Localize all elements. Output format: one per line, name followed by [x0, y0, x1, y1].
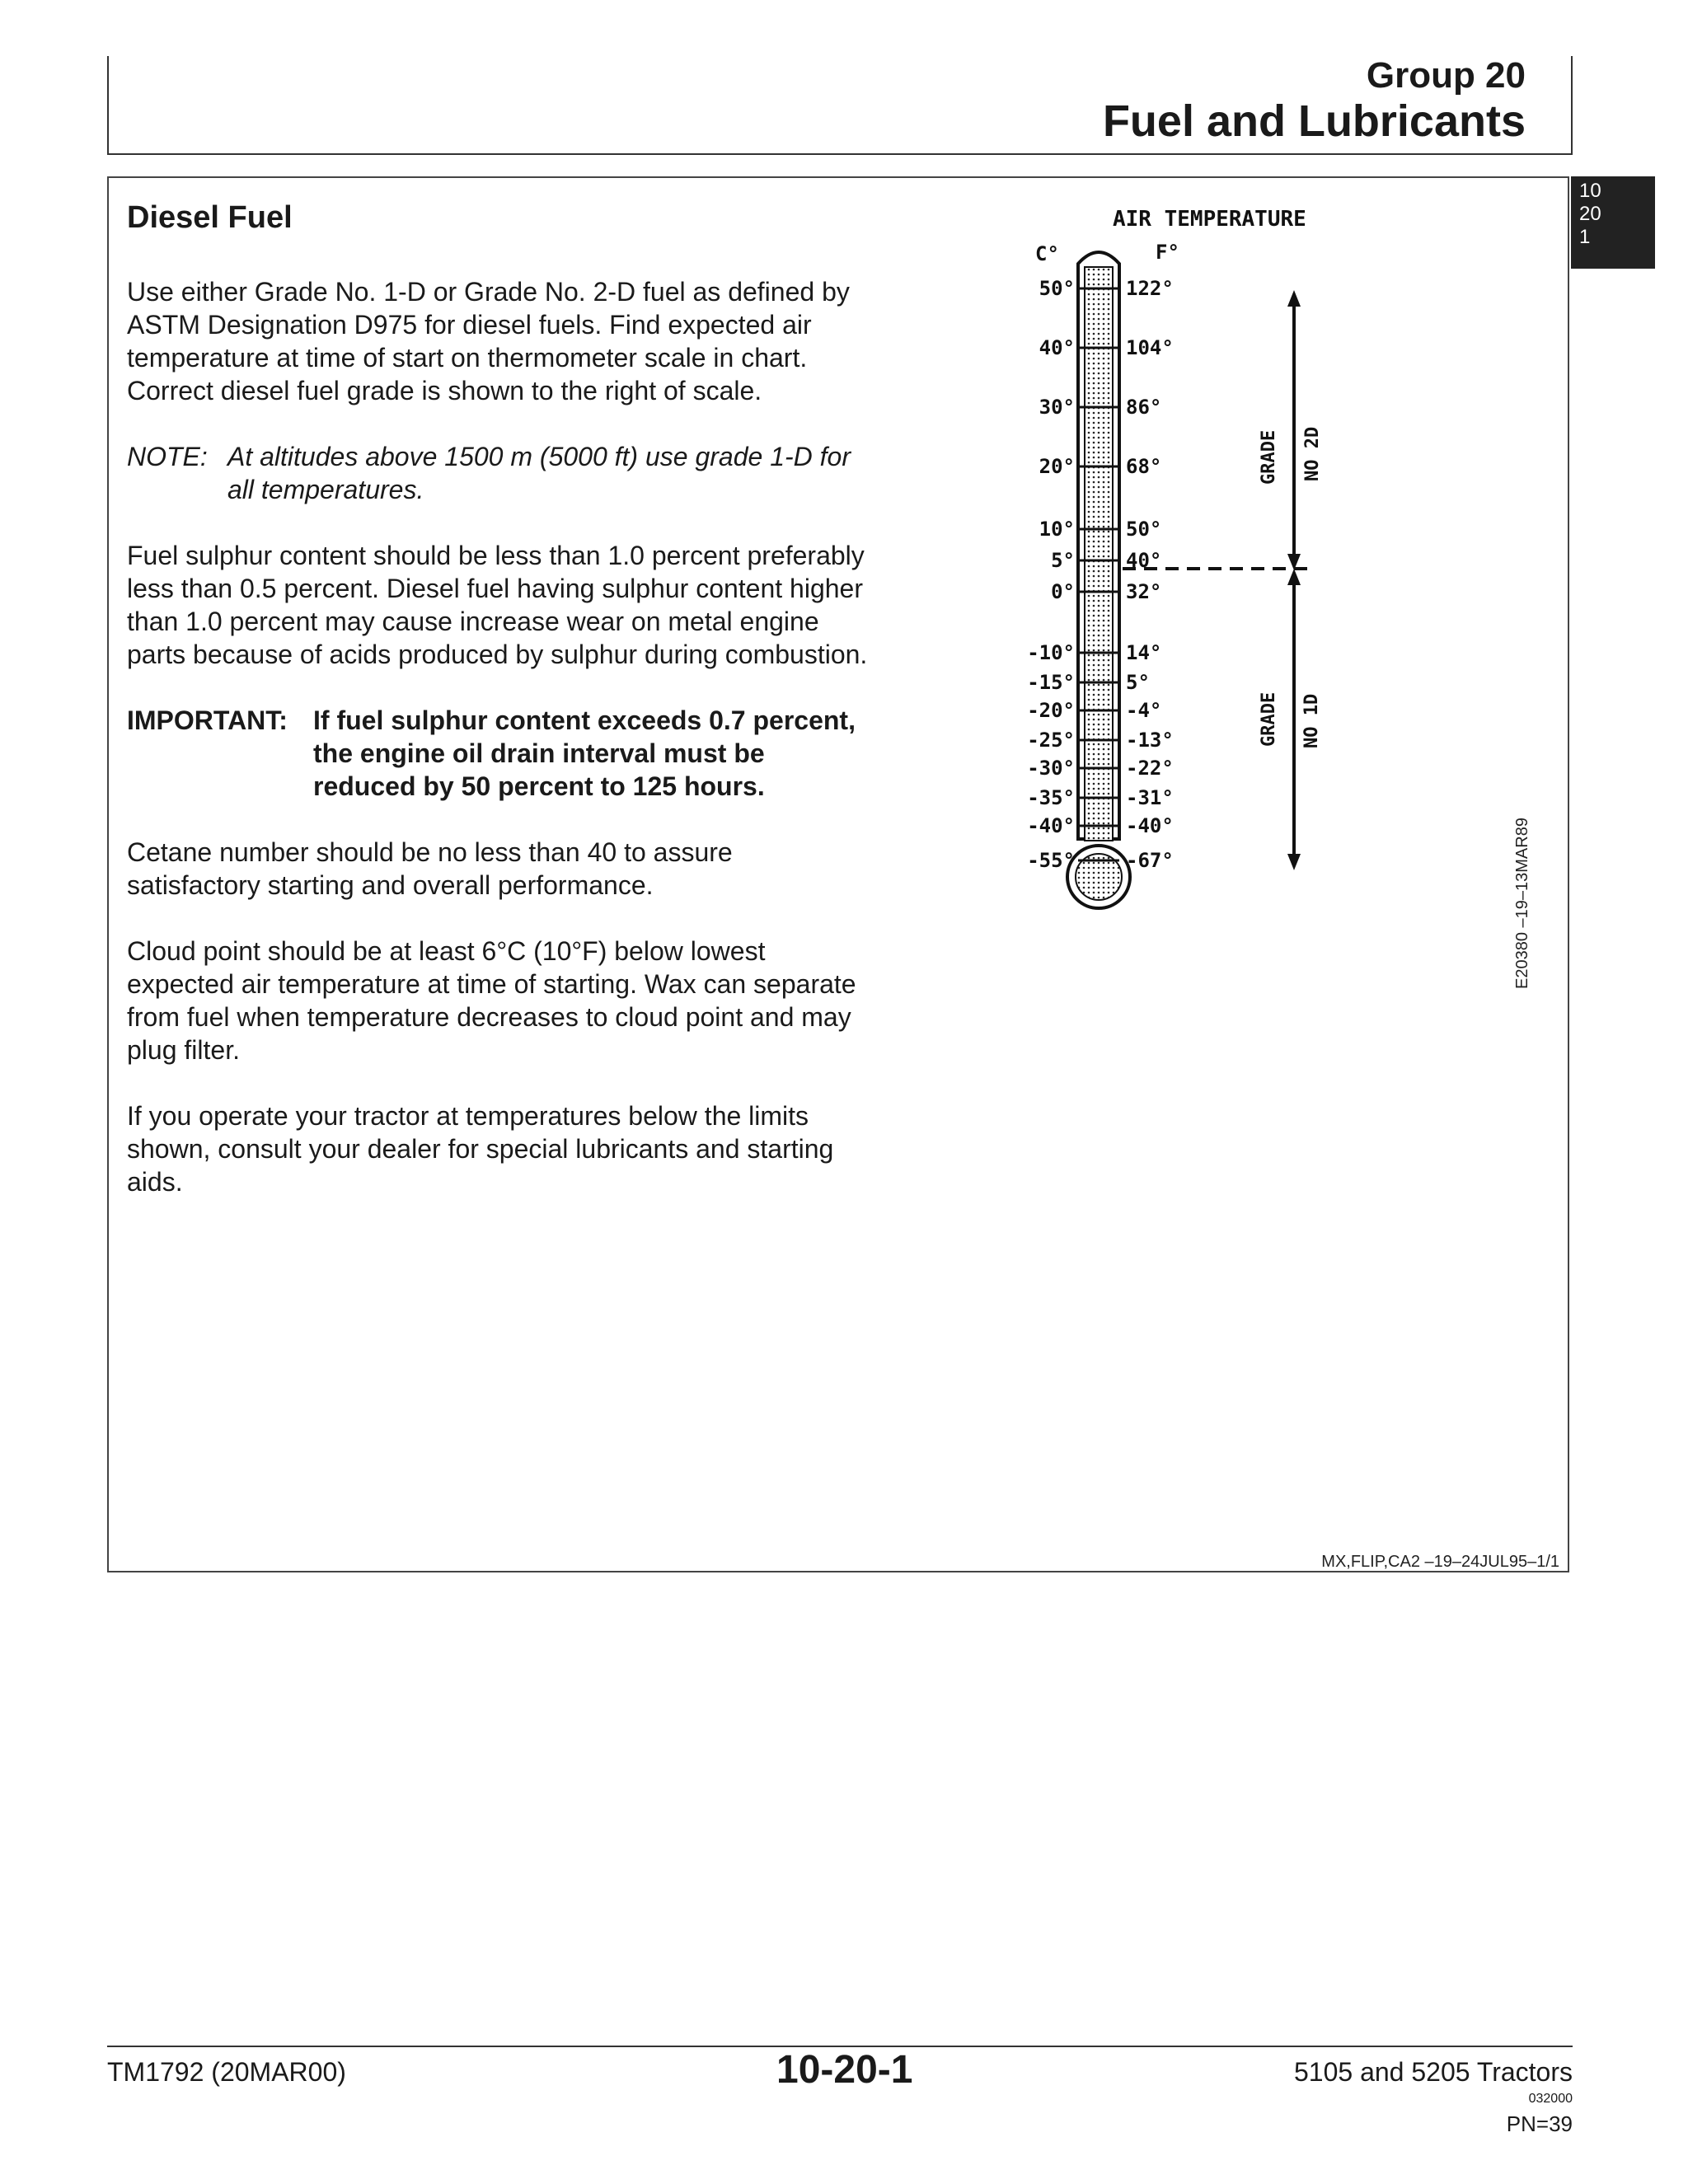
- reference-code: MX,FLIP,CA2 –19–24JUL95–1/1: [1321, 1553, 1559, 1571]
- section-title: Fuel and Lubricants: [1102, 96, 1526, 146]
- celsius-label: 40°: [1039, 336, 1075, 359]
- celsius-unit: C°: [1035, 242, 1059, 265]
- up-arrow-icon: [1287, 569, 1301, 585]
- section-heading: Diesel Fuel: [127, 200, 293, 235]
- celsius-label: -40°: [1027, 814, 1075, 837]
- celsius-label: -15°: [1027, 671, 1075, 694]
- fahrenheit-label: -67°: [1126, 849, 1174, 872]
- header-bottom-rule: [107, 153, 1573, 155]
- celsius-label: 50°: [1039, 277, 1075, 300]
- note-label: NOTE:: [127, 442, 208, 471]
- fahrenheit-label: -13°: [1126, 729, 1174, 752]
- tab-page: 1: [1579, 226, 1591, 248]
- fahrenheit-label: -40°: [1126, 814, 1174, 837]
- fahrenheit-label: -4°: [1126, 699, 1162, 722]
- celsius-label: 10°: [1039, 518, 1075, 541]
- figure-code: E20380 –19–13MAR89: [1513, 818, 1531, 989]
- up-arrow-icon: [1287, 290, 1301, 307]
- celsius-label: -25°: [1027, 729, 1075, 752]
- header-left-rule: [107, 56, 109, 155]
- celsius-label: -30°: [1027, 757, 1075, 780]
- important-notice: [127, 704, 869, 803]
- grade-word-upper: GRADE: [1259, 429, 1279, 485]
- grade-upper: NO 2D: [1302, 426, 1323, 481]
- celsius-label: 30°: [1039, 396, 1075, 419]
- footer-pn: PN=39: [1506, 2111, 1573, 2136]
- fahrenheit-label: 32°: [1126, 580, 1162, 603]
- celsius-label: 5°: [1051, 549, 1075, 572]
- important-text: If fuel sulphur content exceeds 0.7 percent, the engine oil drain interval must be reduced by 50 percent to 125 hours.: [313, 705, 856, 801]
- fahrenheit-label: -22°: [1126, 757, 1174, 780]
- section-tab: [1571, 176, 1655, 269]
- thermometer-figure: [973, 198, 1352, 940]
- paragraph-sulphur: Fuel sulphur content should be less than 1.0 percent preferably less than 0.5 percent. Diesel fuel having sulphur content higher than 1.0 percent may cause increase wear on metal engine parts because of acids produced by sulphur during combustion.: [127, 541, 868, 669]
- fahrenheit-label: -31°: [1126, 786, 1174, 809]
- paragraph-cloud-point: Cloud point should be at least 6°C (10°F) below lowest expected air temperature at time of starting. Wax can separate from fuel when temperature decreases to cloud point and may plug filter.: [127, 936, 856, 1065]
- celsius-label: 0°: [1051, 580, 1075, 603]
- grade-lower: NO 1D: [1301, 693, 1322, 748]
- paragraph-low-temp: If you operate your tractor at temperatures below the limits shown, consult your dealer for special lubricants and starting aids.: [127, 1101, 834, 1197]
- paragraph-fuel-grade: Use either Grade No. 1-D or Grade No. 2-D fuel as defined by ASTM Designation D975 for diesel fuels. Find expected air temperature at time of start on thermometer scale in chart. Correct diesel fuel grade is shown to the right of scale.: [127, 277, 850, 405]
- note: [127, 440, 869, 506]
- header-right-rule: [1571, 56, 1573, 155]
- celsius-label: -35°: [1027, 786, 1075, 809]
- footer-date: 032000: [1528, 2092, 1573, 2106]
- tab-section: 10: [1579, 180, 1601, 202]
- text-column: [127, 194, 869, 1231]
- footer-page-number: 10-20-1: [776, 2048, 913, 2092]
- fahrenheit-label: 5°: [1126, 671, 1150, 694]
- fahrenheit-label: 14°: [1126, 641, 1162, 664]
- fahrenheit-label: 122°: [1126, 277, 1174, 300]
- fahrenheit-label: 40°: [1126, 549, 1162, 572]
- celsius-label: 20°: [1039, 455, 1075, 478]
- important-label: IMPORTANT:: [127, 705, 288, 735]
- note-text: At altitudes above 1500 m (5000 ft) use grade 1-D for all temperatures.: [227, 442, 851, 504]
- fahrenheit-label: 86°: [1126, 396, 1162, 419]
- fahrenheit-label: 68°: [1126, 455, 1162, 478]
- fahrenheit-unit: F°: [1156, 241, 1179, 264]
- fahrenheit-label: 104°: [1126, 336, 1174, 359]
- celsius-label: -55°: [1027, 849, 1075, 872]
- group-label: Group 20: [1366, 55, 1526, 96]
- footer-manual-id: TM1792 (20MAR00): [107, 2057, 346, 2087]
- figure-title: AIR TEMPERATURE: [1113, 207, 1306, 232]
- celsius-label: -10°: [1027, 641, 1075, 664]
- thermometer-icon: [1067, 252, 1130, 908]
- celsius-label: -20°: [1027, 699, 1075, 722]
- grade-word-lower: GRADE: [1259, 691, 1279, 747]
- footer-product: 5105 and 5205 Tractors: [1293, 2057, 1573, 2087]
- paragraph-cetane: Cetane number should be no less than 40 to assure satisfactory starting and overall performance.: [127, 837, 733, 900]
- tab-group: 20: [1579, 203, 1601, 225]
- fahrenheit-label: 50°: [1126, 518, 1162, 541]
- down-arrow-icon: [1287, 854, 1301, 870]
